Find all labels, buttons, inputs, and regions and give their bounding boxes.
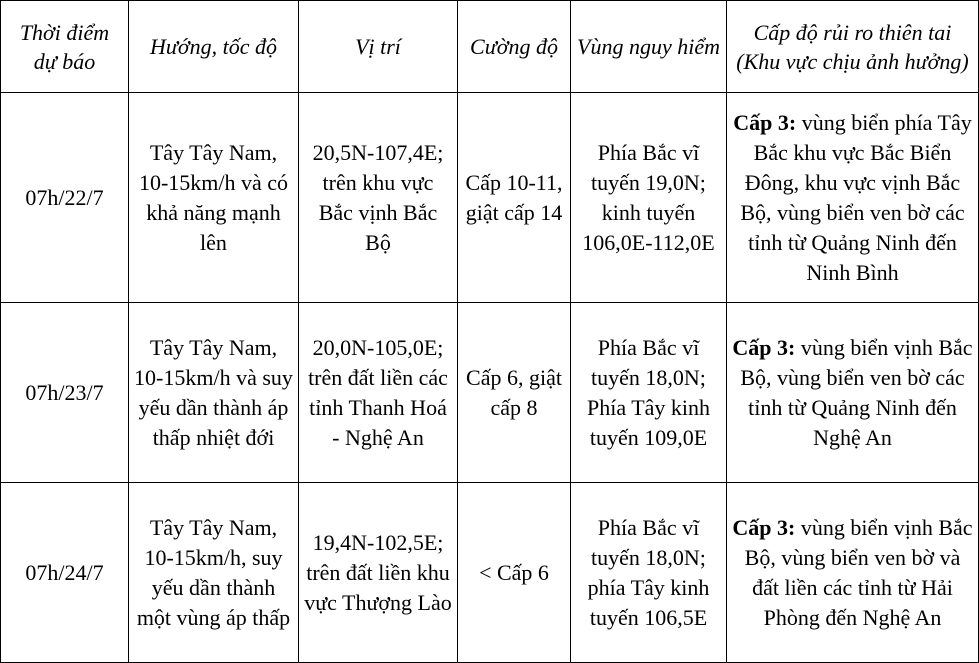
cell-time: 07h/24/7 bbox=[1, 483, 129, 663]
header-row bbox=[1, 1, 979, 93]
cell-risk bbox=[727, 483, 979, 663]
cell-intensity: Cấp 10-11, giật cấp 14 bbox=[458, 93, 571, 303]
cell-direction: Tây Tây Nam, 10-15km/h và suy yếu dần thành áp thấp nhiệt đới bbox=[129, 303, 299, 483]
table-row bbox=[1, 93, 979, 303]
cell-time: 07h/23/7 bbox=[1, 303, 129, 483]
risk-area-text: vùng biển phía Tây Bắc khu vực Bắc Biển Đông, khu vực vịnh Bắc Bộ, vùng biển ven bờ các tỉnh từ Quảng Ninh đến Ninh Bình bbox=[740, 109, 972, 285]
header-time: Thời điểm dự báo bbox=[1, 1, 129, 93]
cell-intensity: Cấp 6, giật cấp 8 bbox=[458, 303, 571, 483]
cell-danger-zone: Phía Bắc vĩ tuyến 18,0N; phía Tây kinh tuyến 106,5E bbox=[571, 483, 727, 663]
risk-area-text: vùng biển vịnh Bắc Bộ, vùng biển ven bờ các tỉnh từ Quảng Ninh đến Nghệ An bbox=[740, 334, 973, 450]
risk-level-label: Cấp 3: bbox=[732, 334, 796, 360]
risk-level-label: Cấp 3: bbox=[732, 514, 796, 540]
header-direction: Hướng, tốc độ bbox=[129, 1, 299, 93]
table-row bbox=[1, 303, 979, 483]
cell-risk bbox=[727, 303, 979, 483]
risk-level-label: Cấp 3: bbox=[733, 109, 797, 135]
cell-danger-zone: Phía Bắc vĩ tuyến 19,0N; kinh tuyến 106,0E-112,0E bbox=[571, 93, 727, 303]
header-intensity: Cường độ bbox=[458, 1, 571, 93]
header-risk-level: Cấp độ rủi ro thiên tai (Khu vực chịu ảnh hưởng) bbox=[727, 1, 979, 93]
table-row bbox=[1, 483, 979, 663]
cell-intensity: < Cấp 6 bbox=[458, 483, 571, 663]
cell-time: 07h/22/7 bbox=[1, 93, 129, 303]
cell-position: 20,0N-105,0E; trên đất liền các tỉnh Thanh Hoá - Nghệ An bbox=[299, 303, 458, 483]
cell-direction: Tây Tây Nam, 10-15km/h và có khả năng mạnh lên bbox=[129, 93, 299, 303]
cell-position: 20,5N-107,4E; trên khu vực Bắc vịnh Bắc Bộ bbox=[299, 93, 458, 303]
cell-danger-zone: Phía Bắc vĩ tuyến 18,0N; Phía Tây kinh tuyến 109,0E bbox=[571, 303, 727, 483]
header-danger-zone: Vùng nguy hiểm bbox=[571, 1, 727, 93]
risk-area-text: vùng biển vịnh Bắc Bộ, vùng biển ven bờ và đất liền các tỉnh từ Hải Phòng đến Nghệ An bbox=[744, 514, 973, 630]
cell-direction: Tây Tây Nam, 10-15km/h, suy yếu dần thành một vùng áp thấp bbox=[129, 483, 299, 663]
header-position: Vị trí bbox=[299, 1, 458, 93]
cell-risk bbox=[727, 93, 979, 303]
cell-position: 19,4N-102,5E; trên đất liền khu vực Thượng Lào bbox=[299, 483, 458, 663]
